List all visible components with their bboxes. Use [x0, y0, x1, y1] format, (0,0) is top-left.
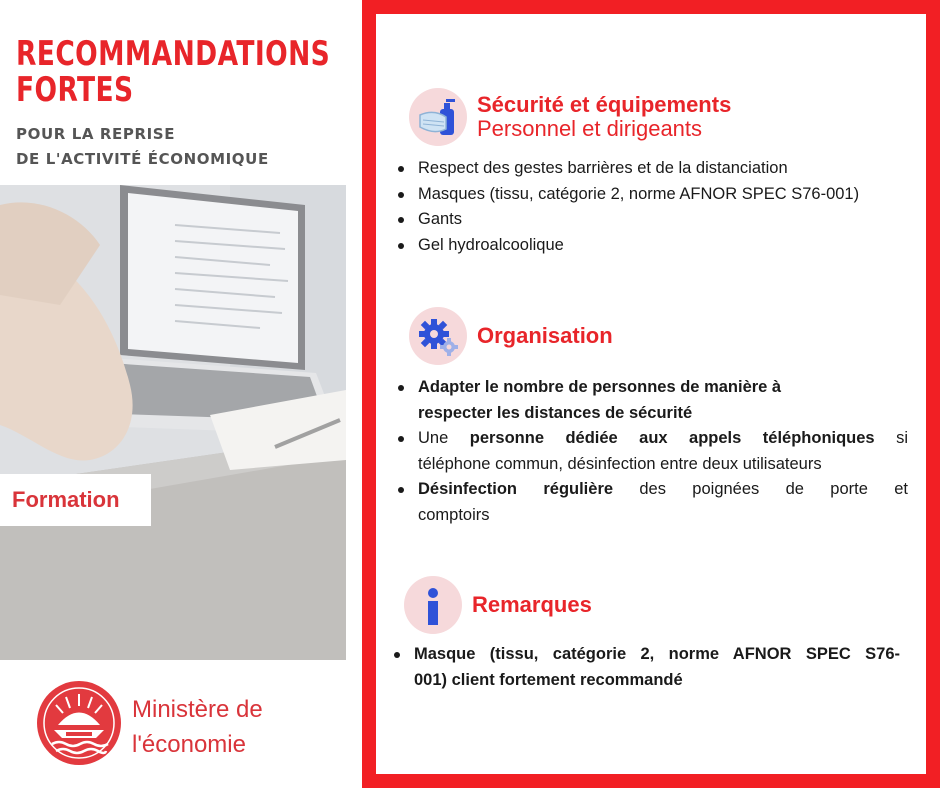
org-item3-post: des poignées de porte et: [639, 480, 908, 498]
list-item: Gants: [394, 207, 859, 233]
list-item: [394, 426, 908, 477]
polynesia-emblem-icon: [36, 680, 122, 766]
section-security-list: [394, 156, 859, 258]
ministry-block: [36, 680, 336, 770]
section-organisation-header: [409, 307, 613, 365]
org-item2-pre: Une: [418, 429, 449, 447]
list-item: [390, 642, 900, 693]
section-organisation-title: Organisation: [477, 323, 613, 348]
ministry-name: [132, 692, 263, 762]
section-remarks-title: Remarques: [472, 592, 592, 617]
left-column: [0, 0, 346, 788]
mask-sanitizer-icon: [416, 95, 460, 139]
list-item: Respect des gestes barrières et de la distanciation: [394, 156, 859, 182]
section-security-title: Sécurité et équipements: [477, 92, 732, 117]
subtitle-line-2: DE L'ACTIVITÉ ÉCONOMIQUE: [16, 150, 269, 168]
title-line-2: FORTES: [16, 70, 134, 110]
info-icon: [411, 583, 455, 627]
subtitle-line-1: POUR LA REPRISE: [16, 125, 176, 143]
ministry-line-2: l'économie: [132, 731, 246, 758]
gears-icon-circle: [409, 307, 467, 365]
org-item1-line1: Adapter le nombre de personnes de manière à: [418, 378, 782, 396]
section-security-header: [409, 88, 731, 146]
section-remarks-header: [404, 576, 592, 634]
section-organisation-list: [394, 375, 908, 528]
info-icon-circle: [404, 576, 462, 634]
org-item1-line2: respecter les distances de sécurité: [418, 403, 693, 422]
page-title: [16, 34, 331, 110]
laptop-photo: [0, 185, 346, 660]
org-item3-bold: Désinfection régulière: [418, 480, 614, 498]
org-item2-bold: personne dédiée aux appels téléphoniques: [469, 429, 875, 447]
section-security-subtitle: Personnel et dirigeants: [477, 116, 703, 141]
gears-icon: [416, 314, 460, 358]
laptop-photo-illustration: [0, 185, 346, 660]
list-item: Gel hydroalcoolique: [394, 233, 859, 259]
page-subtitle: [16, 122, 346, 172]
org-item2-post: si: [896, 429, 908, 447]
org-item3-line2: comptoirs: [418, 505, 490, 524]
ministry-line-1: Ministère de: [132, 696, 263, 723]
formation-label: Formation: [12, 487, 120, 512]
org-item2-line2: téléphone commun, désinfection entre deux utilisateurs: [418, 454, 822, 473]
title-line-1: RECOMMANDATIONS: [16, 34, 331, 74]
remarks-item-line1: Masque (tissu, catégorie 2, norme AFNOR SPEC S76-: [414, 645, 900, 663]
formation-tag: [0, 474, 151, 526]
list-item: Masques (tissu, catégorie 2, norme AFNOR SPEC S76-001): [394, 182, 859, 208]
remarks-item-line2: 001) client fortement recommandé: [414, 670, 683, 689]
list-item: [394, 375, 908, 426]
mask-sanitizer-icon-circle: [409, 88, 467, 146]
list-item: [394, 477, 908, 528]
section-remarks-list: [390, 642, 900, 693]
